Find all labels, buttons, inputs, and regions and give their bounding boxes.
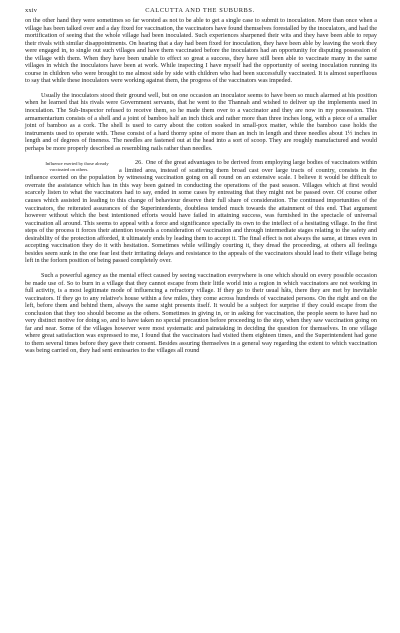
page-number: xxiv xyxy=(25,7,38,14)
margin-note: Influence exerted by those already vaccinated on others. xyxy=(45,161,109,172)
paragraph-inoculator-implements: Usually the inoculators stood their ground well, but on one occasion an inoculator seems to have been so much alarmed at his position when he learned that his rivals were Government servants, that he went to the Thannah and wished to deliver up the implements used in inoculation. The Sub-Inspector refused to receive them, so he made them over to a vaccinator and they are now in my possession. This armamentarium consists of a shell and a joint of bamboo half an inch thick and rather more than three inches long, with a piece of a smaller joint of bamboo as a cork. The shell is used to carry about the cotton soaked in small-pox matter, while the bamboo case holds the instruments used to operate with. These consist of a hard thorny spine of more than an inch in length and three needles about 1½ inches in length and of degrees of fineness. The needles are fastened out at the head into a sort of scoop. They are roughly manufactured and would perhaps be more properly described as resembling nails rather than needles. xyxy=(25,91,377,152)
paragraph-26 xyxy=(25,159,377,265)
paragraph-gap xyxy=(25,152,377,159)
paragraph-continuation: on the other hand they were sometimes so far worsted as not to be able to get a single case to submit to inoculation. More than once when a village has been talked over and a day fixed for vaccination, the vaccinators have found themselves forestalled by the inoculators, and had the mortification of seeing that the whole village had been inoculated. Such experiences sharpened their wits and they have been able to repay their rivals with similar disappointments. On hearing that a day had been fixed for inoculation, they have been able by leaving the work they were engaged in, to single out such villages and have them vaccinated before the inoculators had an opportunity for disputing possession of the village with them. When they have been unable to effect so great a success, they have still been able to vaccinate many in the same villages in which the inoculators have been at work. While inspecting I have myself had the opportunity of seeing inoculation running its course in children who were brought to me almost side by side with children who had been successfully vaccinated. It is almost superfluous to say that while these inoculators were working against them, the progress of the vaccinators was impeded. xyxy=(25,17,377,85)
paragraph-mental-effect: Such a powerful agency as the mental effect caused by seeing vaccination everywhere is one which should on every possible occasion be made use of. So to burn in a village that they cannot escape from their little world into a region in which vaccinators are not working in full activity, is a most legitimate mode of influencing a refractory village. If they go to their usual hâts, there they are met by inevitable vaccinators. If they go to any relative's house within a few miles, they come across hundreds of vaccinated persons. On the right and on the left, before them and behind them, always the same sight presents itself. It would be a subject for surprise if they could escape from the conclusion that they too should become as the others. Sometimes in giving in, or in asking for vaccination, the people seem to have had no very distinct motive for doing so, and to have taken no special precaution before proceeding to the step, when they saw vaccination going on far and near. Some of the villages however were most systematic and painstaking in deciding the question for themselves. In one village where great satisfaction was expressed to me, I found that the vaccinators had visited them eighteen times, and the Superintendent had gone to them several times before they gave their consent. Besides assuring themselves in a general way regarding the extent to which vaccination was being carried on, they had sent emissaries to the villages all round xyxy=(25,271,377,355)
paragraph-gap xyxy=(25,85,377,92)
paragraph-26-text: One of the great advantages to be derived from employing large bodies of vaccinators within a limited area, instead of scattering them broad cast over large tracts of country, consists in the influence exerted on the population by witnessing vaccination going on all round on an extensive scale. I believe it would be difficult to overrate the assistance which has in this way been gained in conducting the operations of the past season. Villages which at first would scarcely listen to what the vaccinators had to say, ended in some cases by entreating that they might not be passed over. Of course other causes which assisted in leading to this change of behaviour deserve their full share of consideration. The continued importunities of the vaccinators, the reiterated assurances of the Superintendents, doubtless tended much towards the attainment of this end. That argument however without which the best intentioned efforts would have failed in attaining success, was furnished in the spectacle of universal vaccination all around. This seems to appeal with a force and significance specially its own to the intellect of a hesitating village. In the first steps of the process it forces their attention towards a consideration of vaccination and through intermediate stages relating to the safety and desirability of the protection afforded, it ultimately ends by leading them to accept it. The final effect is not always the same, at times even in accepting vaccination they do it with hesitation. Sometimes while willingly courting it, they dread the proceeding, at others all feelings besides seem sunk in the one fear lest their irritating delays and resistance to the appeals of the vaccinators should lead to their village being left in the forlorn position of being passed completely over. xyxy=(25,159,377,265)
page-body xyxy=(25,17,377,355)
running-title: CALCUTTA AND THE SUBURBS. xyxy=(145,7,255,14)
paragraph-number: 26. xyxy=(135,159,143,167)
paragraph-gap xyxy=(25,265,377,272)
page-header xyxy=(25,7,375,17)
